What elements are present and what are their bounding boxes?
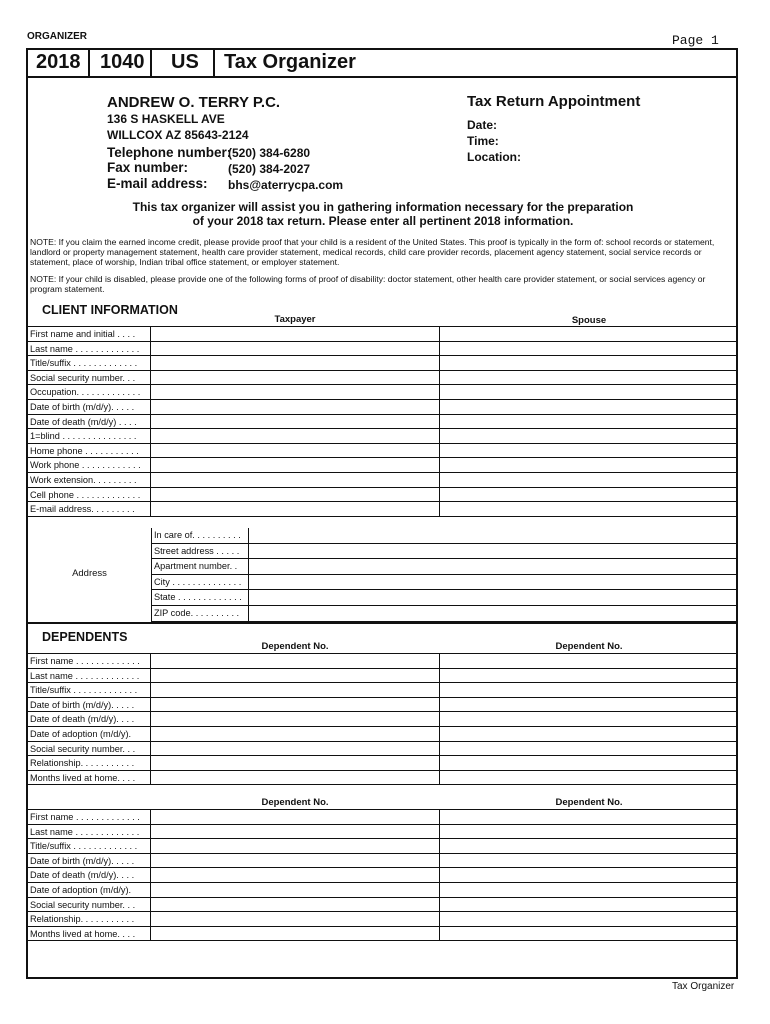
- row-label: Social security number. . .: [28, 898, 151, 912]
- note-disability: NOTE: If your child is disabled, please provide one of the following forms of proof of disability: doctor statement, other health care provider statement, or social services agency or program statement.: [30, 274, 706, 294]
- entry-field-col-1[interactable]: [151, 810, 440, 824]
- header-title: Tax Organizer: [224, 51, 356, 73]
- entry-field-col-2[interactable]: [440, 429, 737, 443]
- entry-field-col-1[interactable]: [151, 825, 440, 839]
- organizer-label: ORGANIZER: [27, 31, 87, 42]
- table-row: [28, 839, 737, 854]
- entry-field-col-1[interactable]: [151, 756, 440, 770]
- entry-field-col-2[interactable]: [440, 444, 737, 458]
- entry-field-col-2[interactable]: [440, 356, 737, 370]
- preparer-address1: 136 S HASKELL AVE: [107, 112, 225, 126]
- table-row: [28, 810, 737, 825]
- table-row: [28, 488, 737, 503]
- address-row-label: Street address . . . . .: [151, 544, 249, 559]
- table-row: [28, 698, 737, 713]
- row-label: Date of adoption (m/d/y).: [28, 727, 151, 741]
- entry-field-col-1[interactable]: [151, 712, 440, 726]
- row-label: Relationship. . . . . . . . . . .: [28, 912, 151, 926]
- table-row: [28, 327, 737, 342]
- entry-field-col-1[interactable]: [151, 502, 440, 516]
- entry-field-col-2[interactable]: [440, 488, 737, 502]
- entry-field-col-1[interactable]: [151, 698, 440, 712]
- address-entry-field[interactable]: [249, 606, 737, 621]
- address-entry-field[interactable]: [249, 528, 737, 543]
- entry-field-col-2[interactable]: [440, 927, 737, 941]
- table-row: [28, 712, 737, 727]
- entry-field-col-1[interactable]: [151, 898, 440, 912]
- row-label: Cell phone . . . . . . . . . . . . .: [28, 488, 151, 502]
- spouse-column-header: Spouse: [571, 315, 607, 326]
- entry-field-col-2[interactable]: [440, 883, 737, 897]
- appointment-date: Date:: [467, 118, 498, 132]
- entry-field-col-1[interactable]: [151, 727, 440, 741]
- entry-field-col-1[interactable]: [151, 400, 440, 414]
- entry-field-col-1[interactable]: [151, 683, 440, 697]
- entry-field-col-2[interactable]: [440, 825, 737, 839]
- table-row: [28, 825, 737, 840]
- entry-field-col-1[interactable]: [151, 742, 440, 756]
- address-row-label: In care of. . . . . . . . . .: [151, 528, 249, 543]
- table-row: [28, 415, 737, 430]
- row-label: Last name . . . . . . . . . . . . .: [28, 342, 151, 356]
- address-row: [151, 575, 737, 591]
- entry-field-col-1[interactable]: [151, 927, 440, 941]
- telephone-value: (520) 384-6280: [228, 146, 311, 160]
- entry-field-col-2[interactable]: [440, 385, 737, 399]
- page-number: Page 1: [672, 33, 719, 48]
- address-row: [151, 544, 737, 560]
- row-label: Social security number. . .: [28, 371, 151, 385]
- row-label: Date of birth (m/d/y). . . . .: [28, 854, 151, 868]
- entry-field-col-2[interactable]: [440, 473, 737, 487]
- row-label: Social security number. . .: [28, 742, 151, 756]
- appointment-time: Time:: [467, 134, 499, 148]
- dependent-column-header-4: Dependent No.: [555, 797, 623, 808]
- entry-field-col-2[interactable]: [440, 415, 737, 429]
- entry-field-col-2[interactable]: [440, 458, 737, 472]
- entry-field-col-1[interactable]: [151, 868, 440, 882]
- table-row: [28, 458, 737, 473]
- fax-label: Fax number:: [107, 160, 189, 175]
- table-row: [28, 912, 737, 927]
- row-label: Title/suffix . . . . . . . . . . . . .: [28, 356, 151, 370]
- entry-field-col-2[interactable]: [440, 502, 737, 516]
- entry-field-col-1[interactable]: [151, 327, 440, 341]
- table-row: [28, 429, 737, 444]
- address-entry-field[interactable]: [249, 590, 737, 605]
- table-row: [28, 898, 737, 913]
- header-country: US: [171, 51, 199, 73]
- entry-field-col-2[interactable]: [440, 712, 737, 726]
- telephone-label: Telephone number:: [107, 145, 232, 160]
- entry-field-col-1[interactable]: [151, 444, 440, 458]
- entry-field-col-2[interactable]: [440, 742, 737, 756]
- row-label: Months lived at home. . . .: [28, 927, 151, 941]
- client-info-title: CLIENT INFORMATION: [42, 303, 178, 317]
- row-label: 1=blind . . . . . . . . . . . . . . .: [28, 429, 151, 443]
- entry-field-col-1[interactable]: [151, 771, 440, 785]
- entry-field-col-2[interactable]: [440, 654, 737, 668]
- address-label: Address: [72, 568, 107, 579]
- row-label: Relationship. . . . . . . . . . .: [28, 756, 151, 770]
- table-row: [28, 356, 737, 371]
- table-row: [28, 683, 737, 698]
- row-label: Title/suffix . . . . . . . . . . . . .: [28, 839, 151, 853]
- row-label: Last name . . . . . . . . . . . . .: [28, 669, 151, 683]
- table-row: [28, 385, 737, 400]
- address-entry-field[interactable]: [249, 575, 737, 590]
- address-row-label: City . . . . . . . . . . . . . .: [151, 575, 249, 590]
- entry-field-col-2[interactable]: [440, 669, 737, 683]
- dependents-table-1: [28, 653, 737, 785]
- intro-text: [28, 200, 738, 228]
- appointment-title: Tax Return Appointment: [467, 93, 641, 110]
- footer-label: Tax Organizer: [672, 981, 735, 992]
- address-row: [151, 590, 737, 606]
- entry-field-col-2[interactable]: [440, 400, 737, 414]
- table-row: [28, 342, 737, 357]
- table-row: [28, 756, 737, 771]
- dependent-column-header-2: Dependent No.: [555, 641, 623, 652]
- address-row: [151, 528, 737, 544]
- address-entry-field[interactable]: [249, 559, 737, 574]
- table-row: [28, 473, 737, 488]
- row-label: First name and initial . . . .: [28, 327, 151, 341]
- entry-field-col-2[interactable]: [440, 912, 737, 926]
- entry-field-col-1[interactable]: [151, 415, 440, 429]
- entry-field-col-2[interactable]: [440, 756, 737, 770]
- entry-field-col-1[interactable]: [151, 429, 440, 443]
- entry-field-col-1[interactable]: [151, 669, 440, 683]
- entry-field-col-2[interactable]: [440, 771, 737, 785]
- fax-value: (520) 384-2027: [228, 162, 311, 176]
- entry-field-col-1[interactable]: [151, 385, 440, 399]
- address-row: [151, 559, 737, 575]
- row-label: Date of adoption (m/d/y).: [28, 883, 151, 897]
- address-row-label: Apartment number. .: [151, 559, 249, 574]
- entry-field-col-1[interactable]: [151, 458, 440, 472]
- intro-line-2: of your 2018 tax return. Please enter all pertinent 2018 information.: [192, 214, 574, 228]
- entry-field-col-2[interactable]: [440, 342, 737, 356]
- address-block: [28, 528, 737, 624]
- intro-line-1: This tax organizer will assist you in gathering information necessary for the preparation: [132, 200, 634, 214]
- row-label: Date of death (m/d/y) . . . .: [28, 415, 151, 429]
- entry-field-col-2[interactable]: [440, 898, 737, 912]
- note-eic: NOTE: If you claim the earned income credit, please provide proof that your child is a resident of the United States. This proof is typically in the form of: school records or statement, landlord or property management statement, health care provider statement, medical records, child care provider records, placement agency statement, social service records or statement, place of worship, Indian tribal office statement, or employer statement.: [30, 237, 715, 267]
- entry-field-col-1[interactable]: [151, 473, 440, 487]
- dependent-column-header-3: Dependent No.: [261, 797, 329, 808]
- address-row-label: State . . . . . . . . . . . . .: [151, 590, 249, 605]
- dependent-column-header-1: Dependent No.: [261, 641, 329, 652]
- entry-field-col-1[interactable]: [151, 839, 440, 853]
- row-label: First name . . . . . . . . . . . . .: [28, 654, 151, 668]
- preparer-address2: WILLCOX AZ 85643-2124: [107, 128, 249, 142]
- table-row: [28, 771, 737, 786]
- entry-field-col-1[interactable]: [151, 883, 440, 897]
- entry-field-col-2[interactable]: [440, 327, 737, 341]
- row-label: Work extension. . . . . . . . .: [28, 473, 151, 487]
- client-info-table: [28, 326, 737, 517]
- taxpayer-column-header: Taxpayer: [274, 314, 316, 325]
- dependents-title: DEPENDENTS: [42, 630, 128, 644]
- entry-field-col-1[interactable]: [151, 912, 440, 926]
- row-label: Occupation. . . . . . . . . . . . .: [28, 385, 151, 399]
- entry-field-col-1[interactable]: [151, 356, 440, 370]
- entry-field-col-2[interactable]: [440, 810, 737, 824]
- table-row: [28, 927, 737, 942]
- entry-field-col-1[interactable]: [151, 654, 440, 668]
- entry-field-col-2[interactable]: [440, 371, 737, 385]
- preparer-name: ANDREW O. TERRY P.C.: [107, 94, 281, 111]
- entry-field-col-2[interactable]: [440, 683, 737, 697]
- header-form: 1040: [100, 51, 145, 73]
- entry-field-col-2[interactable]: [440, 727, 737, 741]
- table-row: [28, 502, 737, 517]
- email-value: bhs@aterrycpa.com: [228, 178, 344, 192]
- row-label: Months lived at home. . . .: [28, 771, 151, 785]
- appointment-location: Location:: [467, 150, 521, 164]
- row-label: Title/suffix . . . . . . . . . . . . .: [28, 683, 151, 697]
- table-row: [28, 400, 737, 415]
- entry-field-col-2[interactable]: [440, 868, 737, 882]
- row-label: Date of birth (m/d/y). . . . .: [28, 400, 151, 414]
- dependents-table-2: [28, 809, 737, 941]
- row-label: Date of death (m/d/y). . . .: [28, 868, 151, 882]
- entry-field-col-2[interactable]: [440, 839, 737, 853]
- entry-field-col-2[interactable]: [440, 698, 737, 712]
- address-row: [151, 606, 737, 622]
- row-label: Date of death (m/d/y). . . .: [28, 712, 151, 726]
- row-label: Last name . . . . . . . . . . . . .: [28, 825, 151, 839]
- email-label: E-mail address:: [107, 176, 208, 191]
- address-row-label: ZIP code. . . . . . . . . .: [151, 606, 249, 621]
- entry-field-col-1[interactable]: [151, 371, 440, 385]
- form-header: [26, 48, 738, 78]
- table-row: [28, 742, 737, 757]
- table-row: [28, 371, 737, 386]
- entry-field-col-1[interactable]: [151, 342, 440, 356]
- row-label: E-mail address. . . . . . . . .: [28, 502, 151, 516]
- table-row: [28, 444, 737, 459]
- entry-field-col-1[interactable]: [151, 488, 440, 502]
- address-entry-field[interactable]: [249, 544, 737, 559]
- row-label: First name . . . . . . . . . . . . .: [28, 810, 151, 824]
- entry-field-col-1[interactable]: [151, 854, 440, 868]
- table-row: [28, 883, 737, 898]
- table-row: [28, 854, 737, 869]
- row-label: Date of birth (m/d/y). . . . .: [28, 698, 151, 712]
- table-row: [28, 868, 737, 883]
- table-row: [28, 669, 737, 684]
- header-year: 2018: [36, 51, 81, 73]
- row-label: Work phone . . . . . . . . . . . .: [28, 458, 151, 472]
- table-row: [28, 654, 737, 669]
- row-label: Home phone . . . . . . . . . . .: [28, 444, 151, 458]
- entry-field-col-2[interactable]: [440, 854, 737, 868]
- table-row: [28, 727, 737, 742]
